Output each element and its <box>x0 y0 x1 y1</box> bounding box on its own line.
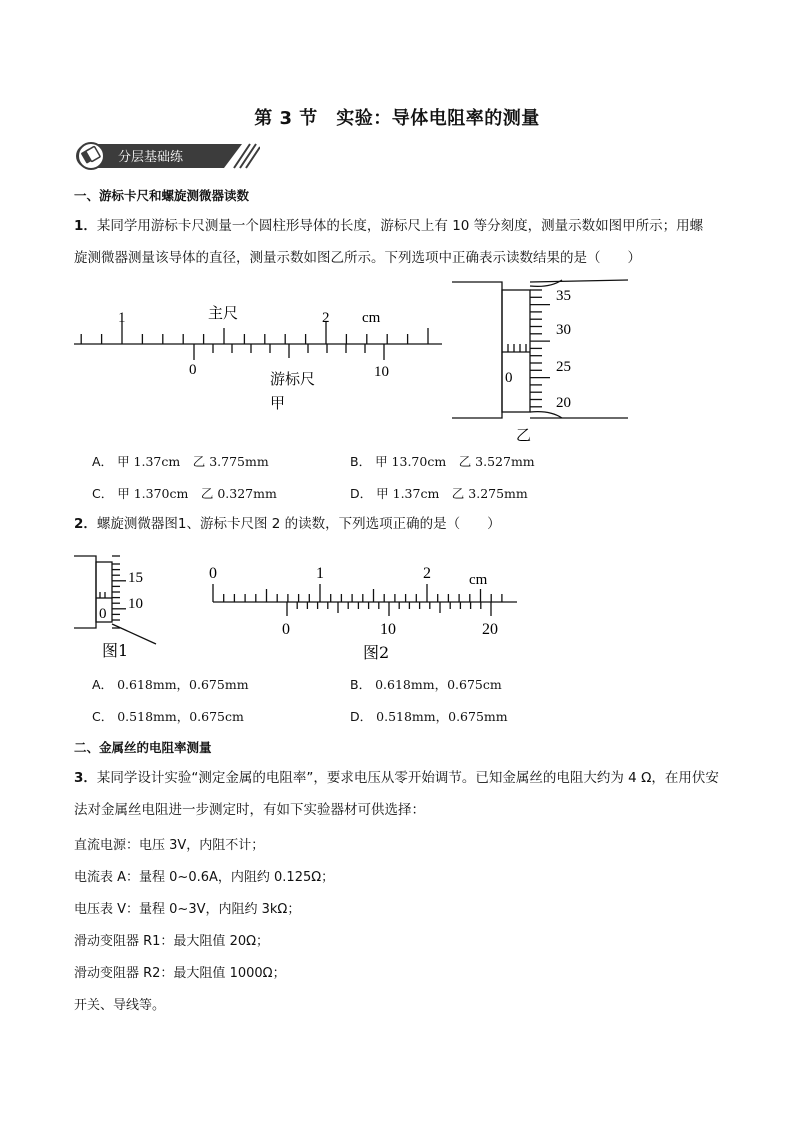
option-a[interactable]: A． 0.618mm，0.675mm <box>92 677 249 692</box>
caliper-figure-2 <box>205 558 525 666</box>
sleeve-number: 0 <box>505 370 513 386</box>
section-heading-2: 二、金属丝的电阻率测量 <box>74 740 212 755</box>
question-text-line: 某同学用游标卡尺测量一个圆柱形导体的长度，游标尺上有 10 等分刻度，测量示数如图甲所示；用螺 <box>96 218 704 234</box>
main-scale-number: 1 <box>118 310 126 326</box>
figure-caption: 甲 <box>270 394 286 412</box>
thimble-number: 25 <box>556 359 571 375</box>
main-scale-number: 0 <box>209 565 217 582</box>
banner-label: 分层基础练 <box>118 150 184 165</box>
question-1 <box>74 210 734 274</box>
equipment-item: 滑动变阻器 R2：最大阻值 1000Ω； <box>74 966 286 981</box>
thimble-number: 20 <box>556 395 571 411</box>
question-number: 3． <box>74 770 97 786</box>
figure-caption: 图1 <box>102 641 129 660</box>
vernier-label: 游标尺 <box>270 370 316 388</box>
figure-caption: 图2 <box>363 643 390 662</box>
option-c[interactable]: C． 0.518mm，0.675cm <box>92 709 244 724</box>
thimble-number: 10 <box>128 596 143 612</box>
page-title: 第 3 节 实验：导体电阻率的测量 <box>254 108 540 129</box>
option-d[interactable]: D． 甲 1.37cm 乙 3.275mm <box>350 486 528 501</box>
question-text-line: 螺旋测微器图1、游标卡尺图 2 的读数，下列选项正确的是（ ） <box>96 516 501 532</box>
micrometer-figure-1 <box>70 552 170 664</box>
thimble-number: 30 <box>556 322 571 338</box>
section-heading-1: 一、游标卡尺和螺旋测微器读数 <box>74 188 250 203</box>
thimble-number: 35 <box>556 288 571 304</box>
main-scale-number: 1 <box>316 565 324 582</box>
question-text-line: 法对金属丝电阻进一步测定时，有如下实验器材可供选择： <box>74 802 425 818</box>
equipment-item: 直流电源：电压 3V，内阻不计； <box>74 838 265 853</box>
question-number: 2． <box>74 516 97 532</box>
question-2 <box>74 508 501 540</box>
option-b[interactable]: B． 0.618mm，0.675cm <box>350 677 502 692</box>
vernier-number: 0 <box>282 621 290 638</box>
vernier-number: 20 <box>482 621 498 638</box>
sleeve-number: 0 <box>99 606 107 622</box>
option-c[interactable]: C． 甲 1.370cm 乙 0.327mm <box>92 486 277 501</box>
thimble-number: 15 <box>128 570 143 586</box>
figure-caption: 乙 <box>516 426 532 444</box>
caliper-figure-jia <box>70 296 450 416</box>
equipment-item: 电流表 A：量程 0~0.6A，内阻约 0.125Ω； <box>74 870 335 885</box>
question-text-line: 旋测微器测量该导体的直径，测量示数如图乙所示。下列选项中正确表示读数结果的是（ ） <box>74 250 641 266</box>
equipment-item: 滑动变阻器 R1：最大阻值 20Ω； <box>74 934 270 949</box>
option-d[interactable]: D． 0.518mm，0.675mm <box>350 709 508 724</box>
vernier-number: 10 <box>380 621 396 638</box>
main-scale-label: 主尺 <box>208 304 239 322</box>
main-scale-number: 2 <box>423 565 431 582</box>
unit-label: cm <box>362 310 381 326</box>
vernier-number: 0 <box>189 362 197 378</box>
vernier-number: 10 <box>374 364 389 380</box>
option-a[interactable]: A． 甲 1.37cm 乙 3.775mm <box>92 454 269 469</box>
option-b[interactable]: B． 甲 13.70cm 乙 3.527mm <box>350 454 535 469</box>
equipment-item: 开关、导线等。 <box>74 998 166 1013</box>
micrometer-figure-yi <box>450 276 640 444</box>
unit-label: cm <box>469 572 488 588</box>
question-number: 1． <box>74 218 97 234</box>
question-3 <box>74 762 734 826</box>
section-banner <box>74 140 260 172</box>
main-scale-number: 2 <box>322 310 330 326</box>
equipment-item: 电压表 V：量程 0~3V，内阻约 3kΩ； <box>74 902 301 917</box>
question-text-line: 某同学设计实验“测定金属的电阻率”，要求电压从零开始调节。已知金属丝的电阻大约为 4 Ω，在用伏安 <box>96 770 719 786</box>
